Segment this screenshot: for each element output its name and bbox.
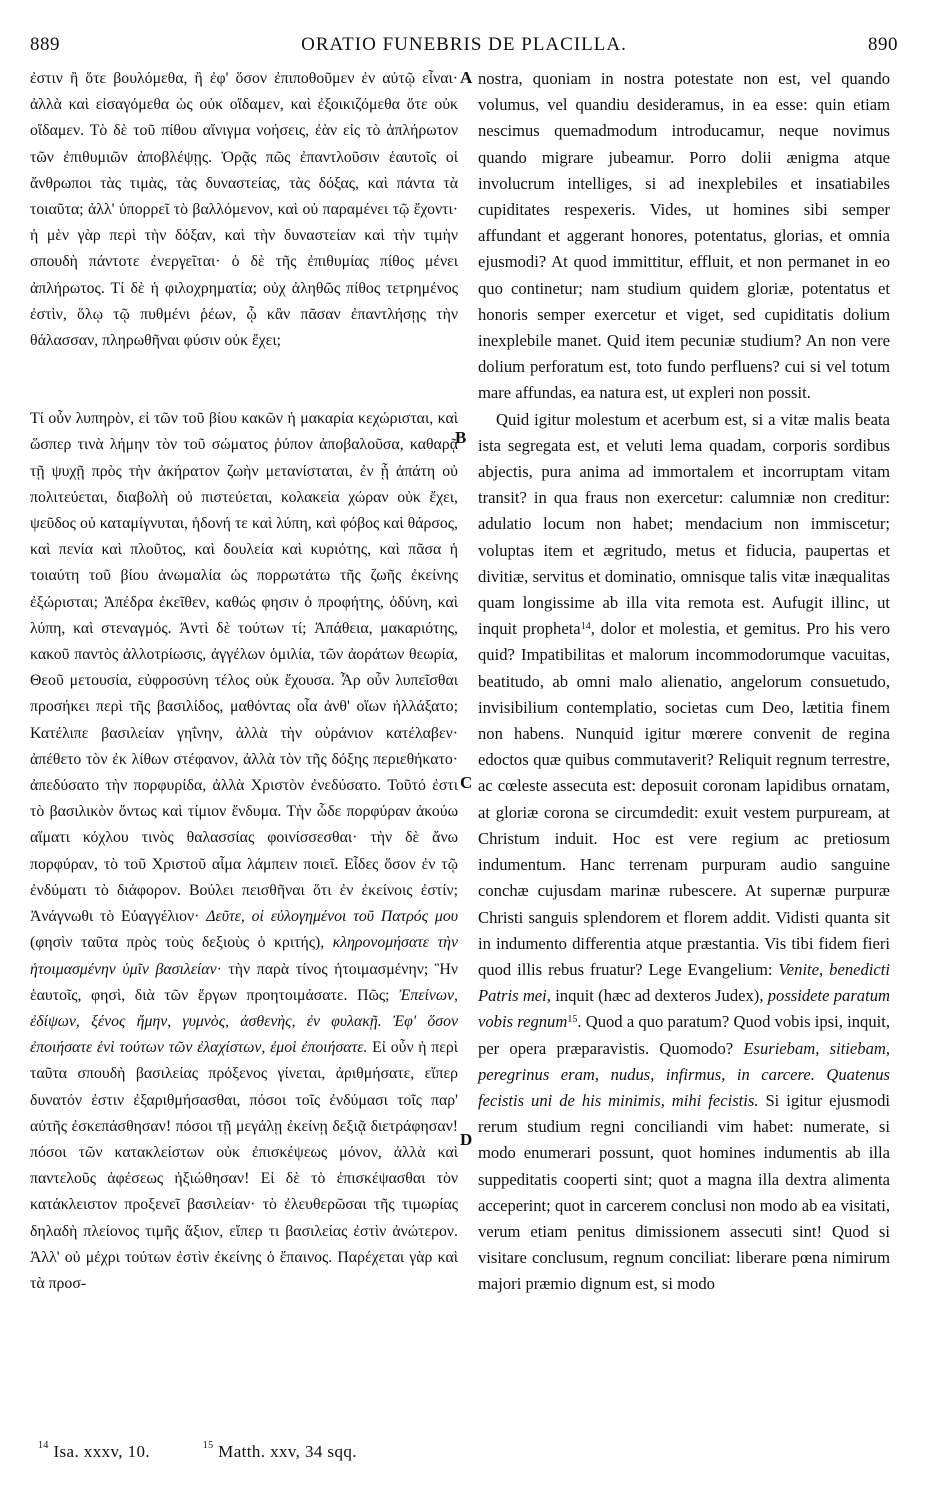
footnote-15: [203, 1442, 381, 1461]
latin-text: , dolor et molestia, et gemitus. Pro his vero quid? Impatibilitas et malorum incommodorumque vacuitas, beatitudo, ab omni malo alienatio, angelorum consuetudo, invisibilium contemplatio, societas cum Deo, lætitia finem non habens. Nunquid igitur mœrere convenit de regina edoctos quæ quibus commutaverit? Reliquit regnum terrestre, ac cœleste assecuta est: deposuit coronam lapidibus ornatam, at gloriæ corona se circumdedit: exuit vestem purpuream, at Christum induit. Hoc est vere regium ac pretiosum indumentum. Hanc terrenam purpuram audio sanguine conchæ cujusdam marinæ rubescere. At supernæ purpuræ Christi sanguis splendorem et florem addit. Vidisti quanta sit in indumento differentia atque præstantia. Vis tibi fidem fieri quod illis rebus fruatur? Lege Evangelium:: [478, 619, 890, 979]
section-marker-b: B: [455, 428, 467, 447]
footnotes: [38, 1442, 405, 1462]
latin-text: inquit (hæc ad dexteros Judex),: [550, 986, 768, 1006]
latin-column: [478, 66, 890, 1298]
footnote-number: 15: [202, 1440, 214, 1451]
greek-quotation: Ἐπείνων, ἐδίψων, ξένος ἤμην, γυμνὸς, ἀσθενὴς, ἐν φυλακῇ. Ἐφ' ὅσον ἐποιήσατε ἑνὶ τούτων τῶν ἐλαχίστων, ἐμοὶ ἐποιήσατε.: [30, 986, 458, 1057]
column-number-right: 890: [868, 34, 898, 55]
latin-text: Si igitur ejusmodi rerum studium regni conciliandi vim habet: numerate, si modo enumerari possunt, quot homines indumentis ab illa suppeditatis cooperti sint; quot a magna illa dextra alimenta acceperint; quot in carcerem conclusi non modo ab ea visitati, verum etiam penitus dimissionem assecuti sint! Quod si visitare conclusum, regnum conciliat: liberare pœna nimirum majori præmio dignum est, si modo: [478, 1090, 890, 1294]
greek-column: [30, 66, 458, 1297]
greek-text: (φησὶν ταῦτα πρὸς τοὺς δεξιοὺς ὁ κριτής),: [30, 934, 333, 952]
footnote-text: Matth. xxv, 34 sqq.: [218, 1442, 357, 1461]
greek-quotation: Δεῦτε, οἱ εὐλογημένοι τοῦ Πατρός μου: [206, 908, 458, 926]
latin-quotation: Esuriebam, sitiebam, peregrinus eram, nudus, infirmus, in carcere. Quatenus fecistis uni de his minimis, mihi fecistis.: [478, 1038, 891, 1110]
section-marker-c: C: [460, 773, 473, 792]
greek-text: Εἰ οὖν ἡ περὶ ταῦτα σπουδὴ βασιλείας πρόξενος γίνεται, ἀριθμήσατε, εἴπερ δυνατόν ἐστιν ἐξαριθμήσασθαι, πόσοι τοῖς ἐνδύμασι τοῖς παρ' αὐτῆς ἐσκεπάσθησαν! πόσοι τῇ μεγάλῃ ἐκείνῃ δεξιᾷ διετράφησαν! πόσοι τῶν κατακλείστων οὐκ ἐπισκέψεως μόνον, ἀλλὰ καὶ παντελοῦς ἀφέσεως ἠξιώθησαν! Εἰ δὲ τὸ ἐπισκέψασθαι τὸν κατάκλειστον προξενεῖ βασιλείαν· τὸ ἐλευθερῶσαι τῆς τιμωρίας δηλαδὴ πλείονος τιμῆς ἄξιον, εἴπερ τι βασιλείας ἐστὶν ἀνώτερον. Ἀλλ' οὐ μέχρι τούτων ἐστὶν ἐκείνης ὁ ἔπαινος. Παρέχεται γὰρ καὶ τὰ προσ-: [30, 1039, 458, 1292]
page-header: [30, 34, 898, 60]
column-number-left: 889: [30, 34, 60, 55]
latin-paragraph-2: [478, 407, 890, 1298]
latin-paragraph-1: nostra, quoniam in nostra potestate non est, vel quando volumus, vel quandiu desideramus, in ea esse: quin etiam nescimus quemadmodum introducamur, neque novimus quando migrare jubeamur. Porro dolii ænigma atque involucrum intelliges, si ad inexplebiles et insatiabiles cupiditates respexeris. Vides, ut homines sibi semper affundant et aggerant honores, potentatus, glorias, et omnia ejusmodi? At quod immittitur, effluit, et non permanet in eo quo continetur; nam studium quidem gloriæ, potentatus et honoris semper exercetur et viget, sed cupiditatis dolium inexplebile manet. Quid item pecuniæ studium? An non vere dolium perforatum est, toto fundo perfluens? cui si vel totum mare affundas, ea natura est, ut expleri non possit.: [478, 69, 890, 403]
footnote-ref-14: 14: [580, 621, 591, 633]
section-marker-a: A: [460, 68, 473, 87]
footnote-14: [38, 1442, 174, 1461]
latin-text: . Quod a quo paratum? Quod vobis ipsi, inquit, per opera præparavistis. Quomodo?: [478, 1012, 890, 1058]
running-title: ORATIO FUNEBRIS DE PLACILLA.: [301, 34, 627, 55]
greek-text: Τί οὖν λυπηρὸν, εἰ τῶν τοῦ βίου κακῶν ἡ μακαρία κεχώρισται, καὶ ὥσπερ τινὰ λήμην τὸν τοῦ σώματος ῥύπον ἀποβαλοῦσα, καθαρᾷ τῇ ψυχῇ πρὸς τὴν ἀκήρατον ζωὴν μετανίσταται, ἐν ᾗ ἀπάτη οὐ πολιτεύεται, διαβολὴ οὐ πιστεύεται, κολακεία χώραν οὐκ ἔχει, ψεῦδος οὐ καταμίγνυται, ἡδονή τε καὶ λύπη, καὶ φόβος καὶ θάρσος, καὶ πενία καὶ πλοῦτος, καὶ δουλεία καὶ κυριότης, καὶ πᾶσα ἡ τοιαύτη τοῦ βίου ἀνωμαλία ὡς πορρωτάτω τῆς ζωῆς ἐκείνης ἐξώρισται; Ἀπέδρα ἐκεῖθεν, καθώς φησιν ὁ προφήτης, ὀδύνη, καὶ λύπη, καὶ στεναγμός. Ἀντὶ δὲ τούτων τί; Ἀπάθεια, μακαριότης, κακοῦ παντὸς ἀλλοτρίωσις, ἀγγέλων ὁμιλία, τῶν ἀοράτων θεωρία, Θεοῦ μετουσία, εὐφροσύνη τέλος οὐκ ἔχουσα. Ἆρ οὖν λυπεῖσθαι προσήκει περὶ τῆς βασιλίδος, μαθόντας οἷα ἀνθ' οἵων ἠλλάξατο; Κατέλιπε βασιλείαν γηΐνην, ἀλλὰ τὴν οὐράνιον κατέλαβεν· ἀπέθετο τὸν ἐκ λίθων στέφανον, ἀλλὰ τὸν τῆς δόξης περιεθήκατο· ἀπεδύσατο τὴν πορφυρίδα, ἀλλὰ Χριστὸν ἐνεδύσατο. Τοῦτό ἐστι τὸ βασιλικὸν ὄντως καὶ τίμιον ἔνδυμα. Τὴν ὧδε πορφύραν ἀκούω αἵματι κόχλου τινὸς θαλασσίας φοινίσσεσθαι· τὴν δὲ ἄνω πορφύραν, τὸ τοῦ Χριστοῦ αἷμα λάμπειν ποιεῖ. Εἶδες ὅσον ἐν τῷ ἐνδύματι τὸ διάφορον. Βούλει πεισθῆναι ὅτι ἐν ἐκείνοις ἐστίν; Ἀνάγνωθι τὸ Εὐαγγέλιον·: [30, 410, 458, 926]
greek-quotation: κληρονομήσατε τὴν ἡτοιμασμένην ὑμῖν βασιλείαν: [30, 934, 458, 978]
footnote-number: 14: [38, 1440, 49, 1451]
greek-paragraph-2: [30, 406, 458, 1297]
latin-quotation: possidete paratum vobis regnum: [478, 986, 890, 1032]
latin-quotation: Venite, benedicti Patris mei,: [478, 959, 890, 1006]
footnote-text: Isa. xxxv, 10.: [53, 1442, 151, 1461]
latin-text: Quid igitur molestum et acerbum est, si a vitæ malis beata ista segregata est, et veluti lema quadam, corporis sordibus abjectis, pura anima ad immortalem et incorruptam vitam transit? in qua fraus non exercetur: calumniæ non creditur: adulatio locum non habet; mendacium non immiscetur; voluptas item et ægritudo, metus et fiducia, paupertas et divitiæ, servitus et dominatio, omnisque talis vitæ inæqualitas quam longissime ab illa vita remota est. Aufugit illinc, ut inquit propheta: [478, 409, 890, 639]
greek-paragraph-1: ἐστιν ἢ ὅτε βουλόμεθα, ἢ ἐφ' ὅσον ἐπιποθοῦμεν ἐν αὐτῷ εἶναι· ἀλλὰ καὶ εἰσαγόμεθα ὡς οὐκ οἴδαμεν, καὶ ἐξοικιζόμεθα ὅτε οὐκ οἴδαμεν. Τὸ δὲ τοῦ πίθου αἴνιγμα νοήσεις, ἐὰν εἰς τὸ ἀπλήρωτον τῶν ἐπιθυμιῶν ἀποβλέψῃς. Ὁρᾷς πῶς ἐπαντλοῦσιν ἑαυτοῖς οἱ ἄνθρωποι τὰς τιμὰς, τὰς δυναστείας, τὰς δόξας, καὶ πάντα τὰ τοιαῦτα; ἀλλ' ὑπορρεῖ τὸ βαλλόμενον, καὶ οὐ παραμένει τῷ ἔχοντι· ἡ μὲν γὰρ περὶ τὴν δόξαν, καὶ τὴν δυναστείαν καὶ τὴν τιμὴν σπουδὴ πάντοτε ἐνεργεῖται· ὁ δὲ τῆς ἐπιθυμίας πίθος μένει ἀπλήρωτος. Τί δὲ ἡ φιλοχρηματία; οὐχ ἀληθῶς πίθος τετρημένος ἐστὶν, ὅλῳ τῷ πυθμένι ῥέων, ᾧ κἂν πᾶσαν ἐπαντλήσῃς τὴν θάλασσαν, πληρωθῆναι φύσιν οὐκ ἔχει;: [30, 70, 458, 350]
greek-text: · τὴν παρὰ τίνος ἡτοιμασμένην; Ἣν ἑαυτοῖς, φησὶ, διὰ τῶν ἔργων προητοιμάσατε. Πῶς;: [30, 960, 458, 1004]
footnote-ref-15: 15: [567, 1014, 578, 1026]
section-marker-d: D: [460, 1130, 473, 1149]
